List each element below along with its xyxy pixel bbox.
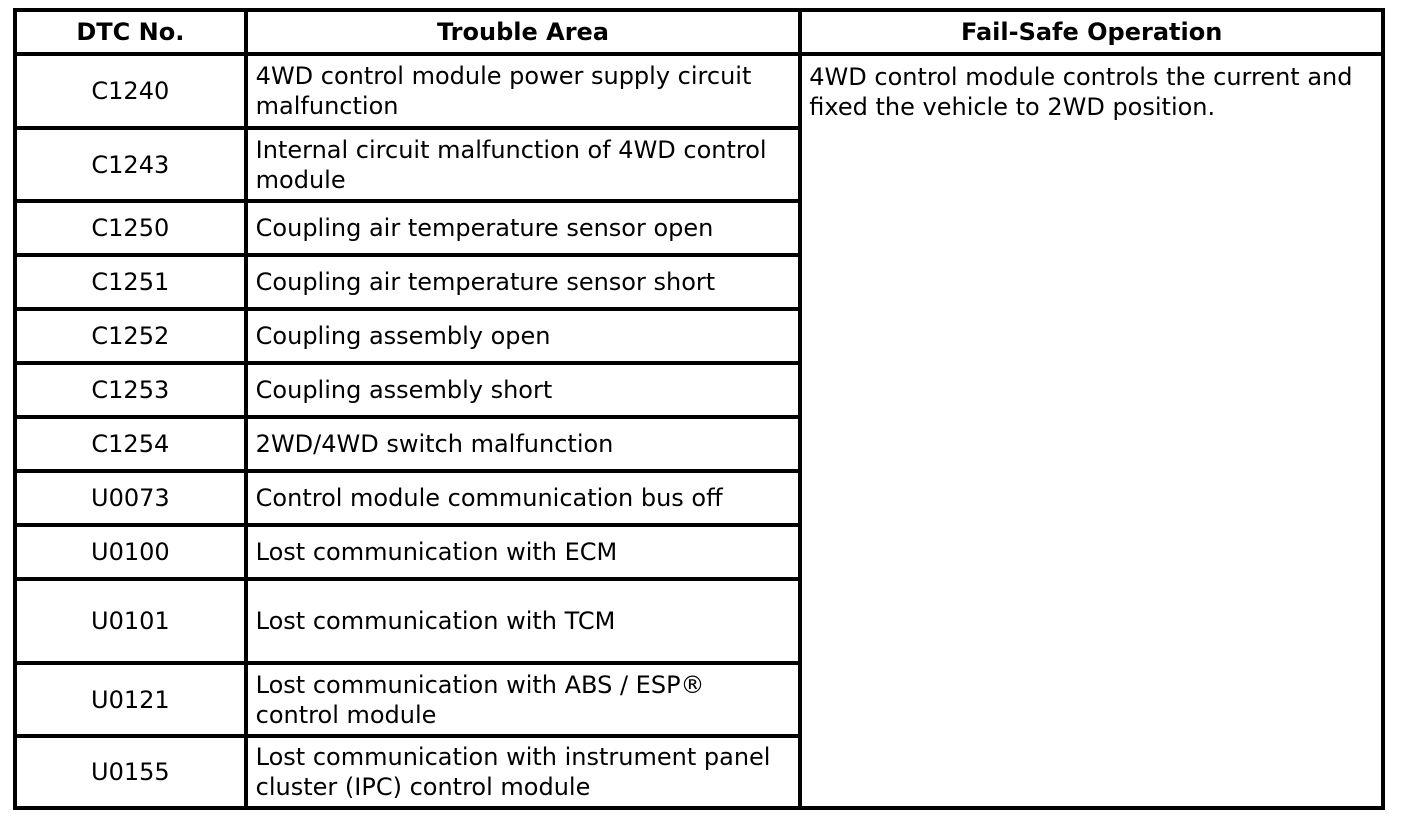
fail-safe-cell: 4WD control module controls the current and fixed the vehicle to 2WD position.: [800, 54, 1383, 808]
dtc-code-cell: C1240: [15, 54, 246, 128]
dtc-code-cell: C1243: [15, 128, 246, 201]
trouble-area-cell: Lost communication with instrument panel cluster (IPC) control module: [246, 736, 801, 808]
trouble-area-cell: Lost communication with ECM: [246, 525, 801, 579]
dtc-code-cell: C1252: [15, 309, 246, 363]
dtc-code-cell: U0155: [15, 736, 246, 808]
trouble-area-cell: 2WD/4WD switch malfunction: [246, 417, 801, 471]
dtc-code-cell: C1254: [15, 417, 246, 471]
dtc-code-cell: C1250: [15, 201, 246, 255]
dtc-code-cell: U0121: [15, 663, 246, 736]
dtc-code-cell: U0073: [15, 471, 246, 525]
table-row: [15, 54, 1383, 128]
dtc-code-cell: C1251: [15, 255, 246, 309]
trouble-area-cell: Lost communication with TCM: [246, 579, 801, 663]
trouble-area-cell: Control module communication bus off: [246, 471, 801, 525]
header-row: [15, 10, 1383, 54]
trouble-area-cell: Coupling assembly short: [246, 363, 801, 417]
dtc-code-cell: U0101: [15, 579, 246, 663]
dtc-code-cell: C1253: [15, 363, 246, 417]
dtc-table: [13, 8, 1385, 810]
trouble-area-cell: Lost communication with ABS / ESP® control module: [246, 663, 801, 736]
trouble-area-cell: Internal circuit malfunction of 4WD control module: [246, 128, 801, 201]
header-fail-safe: Fail-Safe Operation: [800, 10, 1383, 54]
dtc-code-cell: U0100: [15, 525, 246, 579]
trouble-area-cell: Coupling air temperature sensor open: [246, 201, 801, 255]
header-trouble-area: Trouble Area: [246, 10, 801, 54]
trouble-area-cell: Coupling air temperature sensor short: [246, 255, 801, 309]
trouble-area-cell: Coupling assembly open: [246, 309, 801, 363]
header-dtc-no: DTC No.: [15, 10, 246, 54]
trouble-area-cell: 4WD control module power supply circuit malfunction: [246, 54, 801, 128]
